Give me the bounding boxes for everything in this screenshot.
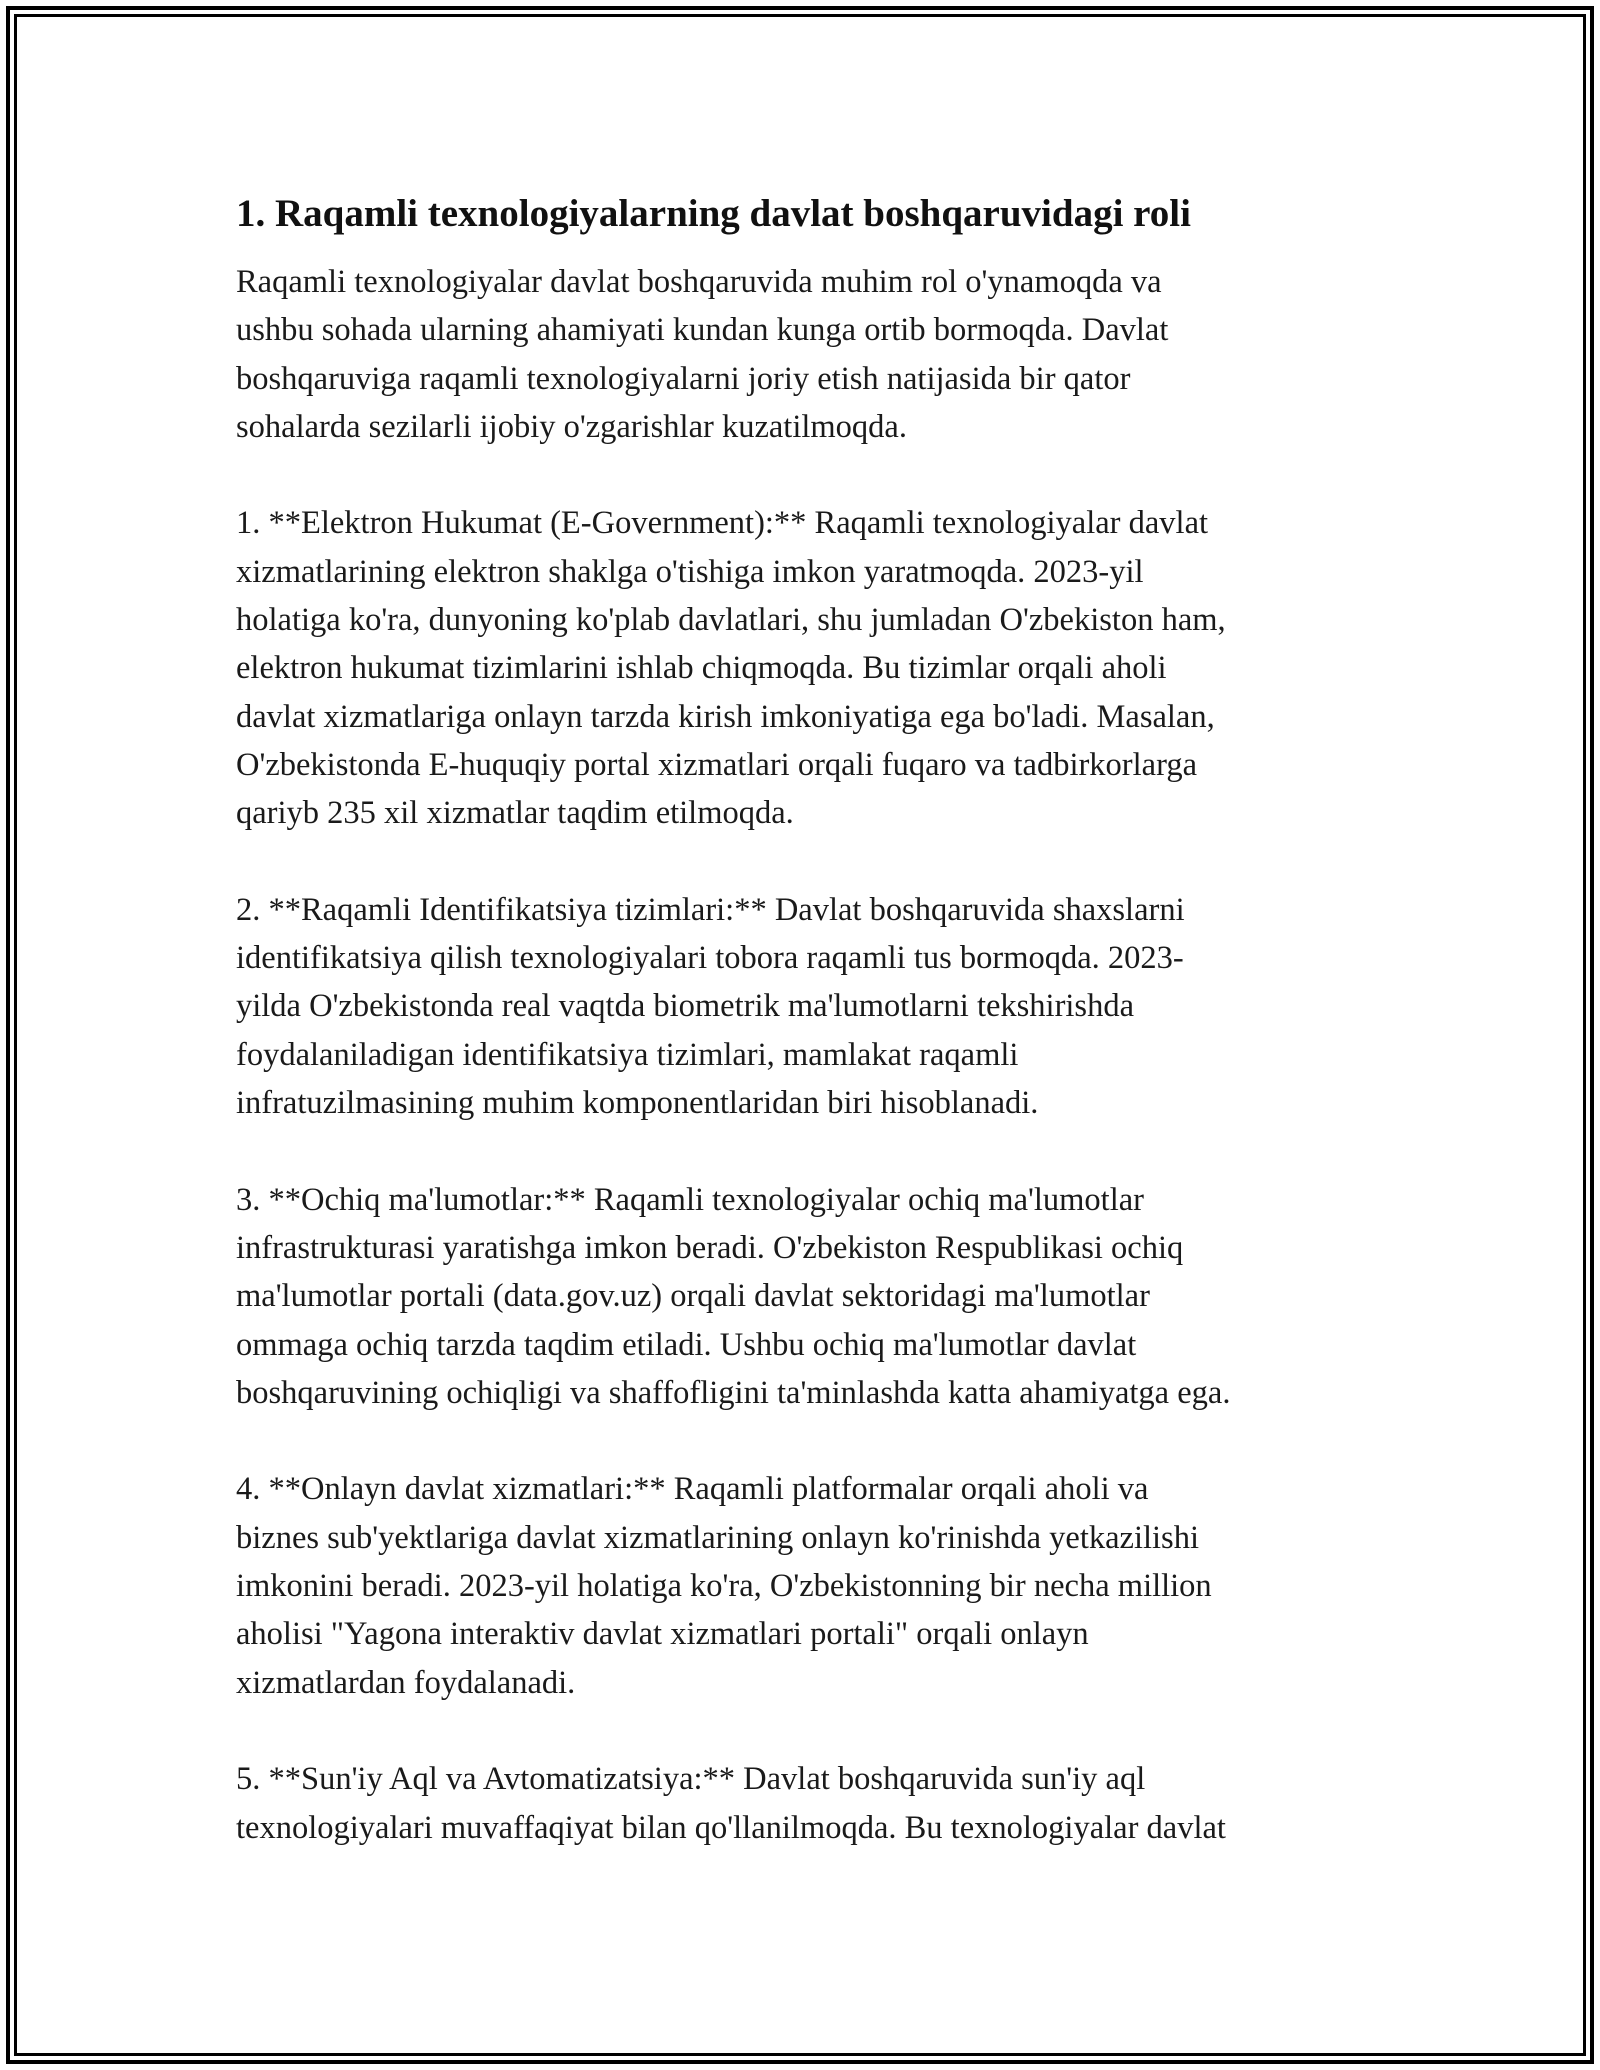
list-item-open-data [236,1176,1376,1417]
document-body [236,186,1376,1852]
text-line: xizmatlarining elektron shaklga o'tishiga imkon yaratmoqda. 2023-yil [236,553,1144,590]
text-line: ma'lumotlar portali (data.gov.uz) orqali davlat sektoridagi ma'lumotlar [236,1278,1150,1315]
paragraph-gap [236,1707,1376,1755]
text-line: 4. **Onlayn davlat xizmatlari:** Raqamli platformalar orqali aholi va [236,1471,1149,1508]
text-line: boshqaruviga raqamli texnologiyalarni joriy etish natijasida bir qator [236,360,1131,397]
section-heading: 1. Raqamli texnologiyalarning davlat boshqaruvidagi roli [236,192,1191,235]
list-item-online-services [236,1465,1376,1706]
paragraph-gap [236,1127,1376,1175]
paragraph-gap [236,451,1376,499]
text-line: ushbu sohada ularning ahamiyati kundan kunga ortib bormoqda. Davlat [236,312,1169,349]
text-line: texnologiyalari muvaffaqiyat bilan qo'llanilmoqda. Bu texnologiyalar davlat [236,1809,1226,1846]
list-item-digital-identification [236,886,1376,1127]
text-line: biznes sub'yektlariga davlat xizmatlarining onlayn ko'rinishda yetkazilishi [236,1519,1199,1556]
text-line: aholisi "Yagona interaktiv davlat xizmatlari portali" orqali onlayn [236,1616,1089,1653]
text-line: infrastrukturasi yaratishga imkon beradi. O'zbekiston Respublikasi ochiq [236,1229,1184,1266]
text-line: 1. **Elektron Hukumat (E-Government):** Raqamli texnologiyalar davlat [236,505,1209,542]
text-line: xizmatlardan foydalanadi. [236,1664,576,1701]
text-line: davlat xizmatlariga onlayn tarzda kirish imkoniyatiga ega bo'ladi. Masalan, [236,698,1215,735]
text-line: foydalaniladigan identifikatsiya tizimlari, mamlakat raqamli [236,1036,1019,1073]
text-line: ommaga ochiq tarzda taqdim etiladi. Ushbu ochiq ma'lumotlar davlat [236,1326,1137,1363]
paragraph-gap [236,838,1376,886]
text-line: 2. **Raqamli Identifikatsiya tizimlari:** Davlat boshqaruvida shaxslarni [236,891,1185,928]
text-line: Raqamli texnologiyalar davlat boshqaruvida muhim rol o'ynamoqda va [236,264,1162,300]
text-line: yilda O'zbekistonda real vaqtda biometrik ma'lumotlarni tekshirishda [236,988,1135,1025]
text-line: 5. **Sun'iy Aql va Avtomatizatsiya:** Davlat boshqaruvida sun'iy aql [236,1761,1146,1798]
text-line: sohalarda sezilarli ijobiy o'zgarishlar kuzatilmoqda. [236,408,907,445]
text-line: O'zbekistonda E-huquqiy portal xizmatlari orqali fuqaro va tadbirkorlarga [236,746,1197,783]
text-line: imkonini beradi. 2023-yil holatiga ko'ra, O'zbekistonning bir necha million [236,1568,1212,1605]
text-line: infratuzilmasining muhim komponentlaridan biri hisoblanadi. [236,1085,1039,1122]
text-line: boshqaruvining ochiqligi va shaffofligini ta'minlashda katta ahamiyatga ega. [236,1374,1231,1411]
paragraph-gap [236,1417,1376,1465]
intro-paragraph [236,258,1376,451]
text-line: identifikatsiya qilish texnologiyalari tobora raqamli tus bormoqda. 2023- [236,940,1184,977]
list-item-e-government [236,499,1376,837]
list-item-ai-automation [236,1755,1376,1852]
text-line: qariyb 235 xil xizmatlar taqdim etilmoqda. [236,795,794,832]
text-line: holatiga ko'ra, dunyoning ko'plab davlatlari, shu jumladan O'zbekiston ham, [236,602,1226,639]
text-line: elektron hukumat tizimlarini ishlab chiqmoqda. Bu tizimlar orqali aholi [236,650,1167,687]
text-line: 3. **Ochiq ma'lumotlar:** Raqamli texnologiyalar ochiq ma'lumotlar [236,1181,1144,1218]
